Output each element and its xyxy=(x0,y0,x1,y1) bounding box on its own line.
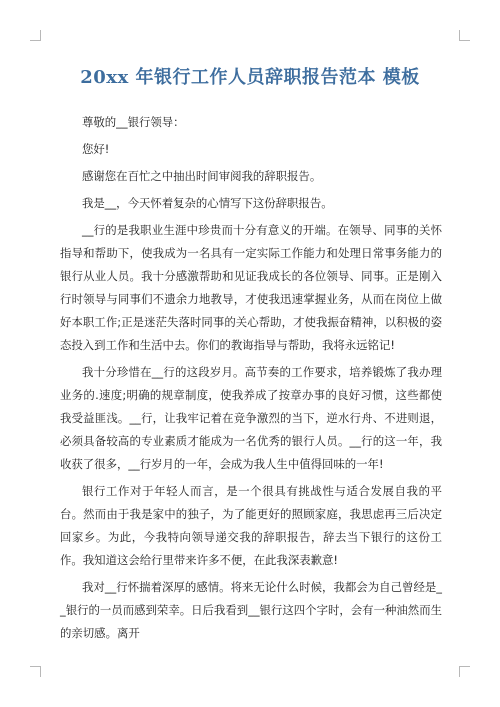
salutation: 尊敬的__银行领导： xyxy=(82,115,185,129)
crop-mark-top-left xyxy=(30,30,41,41)
crop-mark-bottom-left xyxy=(30,666,41,677)
crop-mark-top-right xyxy=(459,30,470,41)
greeting: 您好! xyxy=(82,142,110,156)
document-body xyxy=(60,111,442,645)
paragraph-reason: 银行工作对于年轻人而言，是一个很具有挑战性与适合发展自我的平台。然而由于我是家中的独子，为了能更好的照顾家庭，我思虑再三后决定回家乡。为此，今我特向领导递交我的辞职报告，辞去当下银行的这份工作。我知道这会给行里带来许多不便，在此我深表歉意! xyxy=(60,484,442,567)
paragraph-feelings: 我对__行怀揣着深厚的感情。将来无论什么时候，我都会为自己曾经是__银行的一员而感到荣幸。日后我看到__银行这四个字时，会有一种油然而生的亲切感。离开 xyxy=(60,580,442,640)
paragraph-career-start: __行的是我职业生涯中珍贵而十分有意义的开端。在领导、同事的关怀指导和帮助下，使我成为一名具有一定实际工作能力和处理日常事务能力的银行从业人员。我十分感激帮助和见证我成长的各位领导、同事。正是刚入行时领导与同事们不遗余力地教导，才使我迅速掌握业务，从而在岗位上做好本职工作;正是迷茫失落时同事的关心帮助，才使我振奋精神，以积极的姿态投入到工作和生活中去。你们的教诲指导与帮助，我将永远铭记! xyxy=(60,223,442,352)
document-title: 20xx 年银行工作人员辞职报告范本 模板 xyxy=(80,67,420,88)
paragraph-thanks: 感谢您在百忙之中抽出时间审阅我的辞职报告。 xyxy=(82,169,322,183)
paragraph-intro: 我是__，今天怀着复杂的心情写下这份辞职报告。 xyxy=(82,196,333,210)
crop-mark-bottom-right xyxy=(459,666,470,677)
paragraph-cherish: 我十分珍惜在__行的这段岁月。高节奏的工作要求，培养锻炼了我办理业务的.速度;明确的规章制度，使我养成了按章办事的良好习惯，这些都使我受益匪浅。__行，让我牢记着在竞争激烈的当下，逆水行舟、不进则退，必须具备较高的专业素质才能成为一名优秀的银行人员。__行的这一年，我收获了很多，__行岁月的一年，会成为我人生中值得回味的一年! xyxy=(60,365,442,471)
